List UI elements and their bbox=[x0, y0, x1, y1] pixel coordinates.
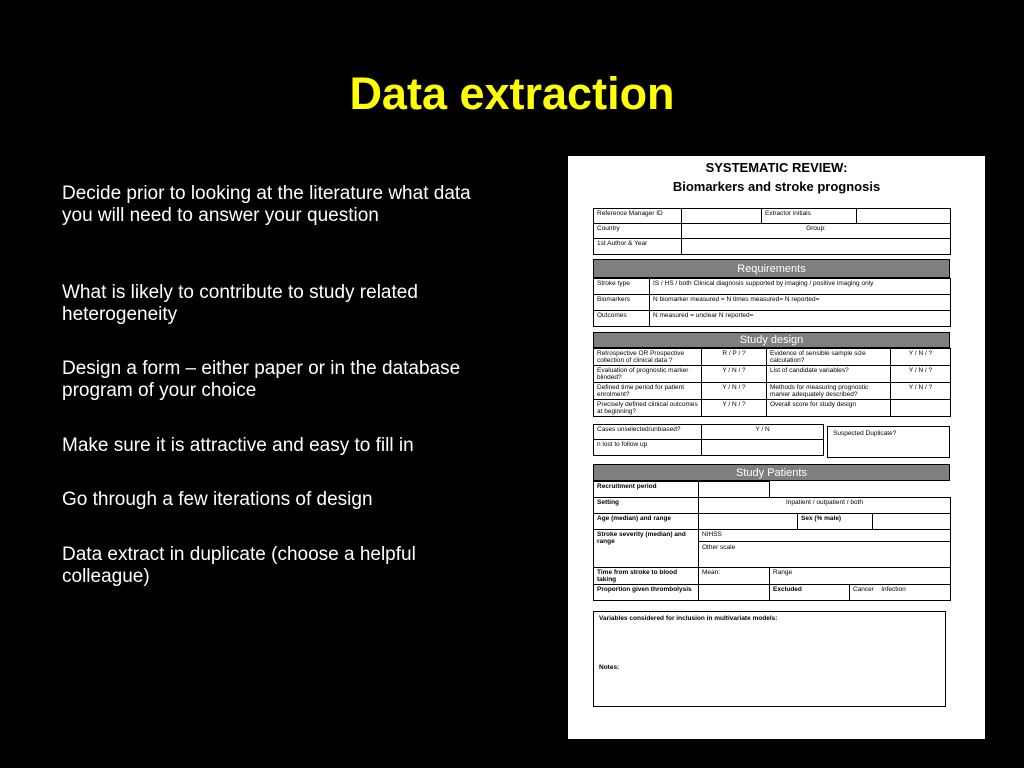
other-scale-field: Other scale bbox=[702, 544, 736, 551]
ref-id-value bbox=[682, 209, 762, 224]
author-year-label: 1st Author & Year bbox=[594, 239, 682, 255]
excluded-label: Excluded bbox=[770, 585, 850, 601]
bullet-5: Go through a few iterations of design bbox=[62, 489, 373, 510]
cases-unselected-value: Y / N bbox=[702, 425, 824, 440]
study-patients-band: Study Patients bbox=[593, 464, 950, 481]
sd-r4-answer-2 bbox=[891, 400, 951, 417]
extraction-form-image bbox=[568, 151, 985, 739]
study-design-table bbox=[593, 348, 951, 417]
sd-r4-question-2: Overall score for study design bbox=[767, 400, 891, 417]
age-label: Age (median) and range bbox=[594, 514, 699, 530]
time-to-blood-label: Time from stroke to blood taking bbox=[594, 568, 699, 585]
extractor-label: Extractor initials bbox=[762, 209, 857, 224]
notes-label: Notes: bbox=[599, 664, 620, 671]
author-year-value bbox=[682, 239, 951, 255]
suspected-duplicate-label: Suspected Duplicate? bbox=[833, 430, 897, 437]
sd-r3-question-2: Methods for measuring prognostic marker adequately described? bbox=[767, 383, 891, 400]
slide-title: Data extraction bbox=[349, 68, 675, 119]
group-label: Group: bbox=[682, 224, 951, 239]
severity-values bbox=[699, 530, 951, 568]
sd-r3-answer-2: Y / N / ? bbox=[891, 383, 951, 400]
recruitment-blank bbox=[770, 482, 951, 498]
sd-r2-question-2: List of candidate variables? bbox=[767, 366, 891, 383]
recruitment-value bbox=[699, 482, 770, 498]
bullet-2: What is likely to contribute to study related heterogeneity bbox=[62, 282, 418, 325]
sd-r3-answer: Y / N / ? bbox=[702, 383, 767, 400]
cancer-label: Cancer bbox=[853, 586, 874, 593]
ref-id-label: Reference Manager ID bbox=[594, 209, 682, 224]
biomarkers-label: Biomarkers bbox=[594, 295, 650, 311]
bullet-1: Decide prior to looking at the literature what data you will need to answer your question bbox=[62, 183, 471, 226]
stroke-type-label: Stroke type bbox=[594, 279, 650, 295]
infection-label: Infection bbox=[881, 586, 906, 593]
sd-r2-question: Evaluation of prognostic marker blinded? bbox=[594, 366, 702, 383]
requirements-table bbox=[593, 278, 951, 327]
variables-notes-box bbox=[593, 611, 946, 707]
study-patients-table bbox=[593, 481, 951, 601]
thrombolysis-value bbox=[699, 585, 770, 601]
form-subtitle: Biomarkers and stroke prognosis bbox=[672, 179, 881, 194]
study-design-band: Study design bbox=[593, 332, 950, 348]
sd-r1-answer-2: Y / N / ? bbox=[891, 349, 951, 366]
form-header-table bbox=[593, 208, 951, 255]
age-value bbox=[699, 514, 798, 530]
range-field: Range bbox=[770, 568, 951, 585]
setting-value: Inpatient / outpatient / both bbox=[699, 498, 951, 514]
requirements-band: Requirements bbox=[593, 259, 950, 278]
sd-r4-question: Precisely defined clinical outcomes at beginning? bbox=[594, 400, 702, 417]
exclusion-reasons bbox=[850, 585, 951, 601]
lost-followup-value bbox=[702, 440, 824, 456]
sd-r2-answer: Y / N / ? bbox=[702, 366, 767, 383]
mean-field: Mean: bbox=[699, 568, 770, 585]
suspected-duplicate-box bbox=[827, 426, 950, 458]
sd-r2-answer-2: Y / N / ? bbox=[891, 366, 951, 383]
outcomes-value: N measured = unclear N reported= bbox=[650, 311, 951, 327]
biomarkers-value: N biomarker measured = N times measured= N reported= bbox=[650, 295, 951, 311]
severity-label: Stroke severity (median) and range bbox=[594, 530, 699, 568]
setting-label: Setting bbox=[594, 498, 699, 514]
sd-r4-answer: Y / N / ? bbox=[702, 400, 767, 417]
extractor-value bbox=[857, 209, 951, 224]
stroke-type-value: IS / HS / both Clinical diagnosis supported by imaging / positive imaging only bbox=[650, 279, 951, 295]
sd-r1-question-2: Evidence of sensible sample size calculation? bbox=[767, 349, 891, 366]
form-title: SYSTEMATIC REVIEW: bbox=[705, 160, 848, 175]
cases-table bbox=[593, 424, 824, 456]
bullet-3: Design a form – either paper or in the database program of your choice bbox=[62, 358, 461, 401]
thrombolysis-label: Proportion given thrombolysis bbox=[594, 585, 699, 601]
bullet-4: Make sure it is attractive and easy to fill in bbox=[62, 435, 414, 456]
sd-r1-answer: R / P / ? bbox=[702, 349, 767, 366]
outcomes-label: Outcomes bbox=[594, 311, 650, 327]
sd-r1-question: Retrospective OR Prospective collection of clinical data ? bbox=[594, 349, 702, 366]
recruitment-label: Recruitment period bbox=[594, 482, 699, 498]
sd-r3-question: Defined time period for patient enrolment? bbox=[594, 383, 702, 400]
variables-label: Variables considered for inclusion in multivariate models: bbox=[599, 615, 778, 622]
nihss-field: NIHSS bbox=[699, 530, 950, 542]
bullet-6: Data extract in duplicate (choose a helpful colleague) bbox=[62, 544, 416, 587]
country-label: Country bbox=[594, 224, 682, 239]
sex-value bbox=[873, 514, 951, 530]
lost-followup-label: n lost to follow up bbox=[594, 440, 702, 456]
cases-unselected-label: Cases unselected/unbiased? bbox=[594, 425, 702, 440]
sex-label: Sex (% male) bbox=[798, 514, 873, 530]
